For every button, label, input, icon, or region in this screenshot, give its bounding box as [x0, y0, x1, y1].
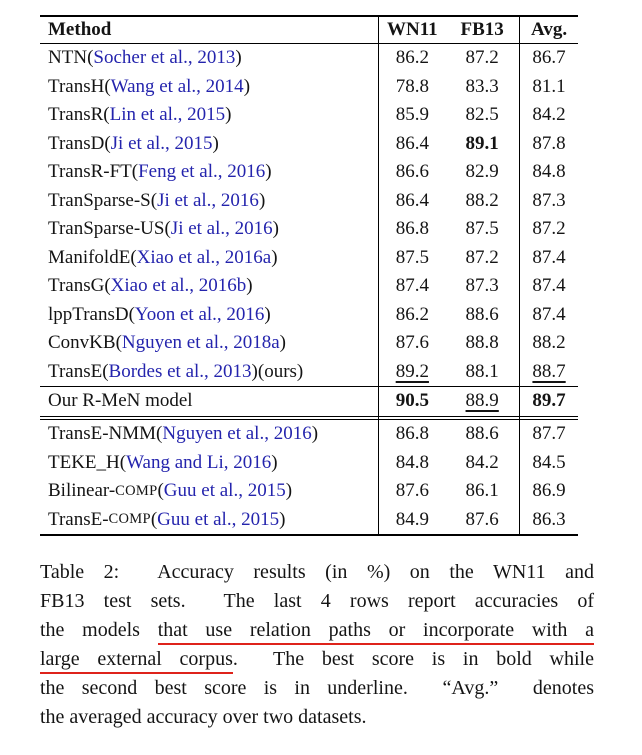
score-value: 88.2 — [532, 332, 566, 354]
method-name: TransH — [48, 75, 105, 97]
score-value: 86.4 — [395, 132, 429, 154]
score-value: 87.2 — [532, 218, 566, 240]
score-value: 86.4 — [395, 189, 429, 211]
method-name: lppTransD — [48, 303, 129, 325]
table-row — [40, 329, 578, 358]
caption-line — [40, 674, 594, 703]
paren-close: ) — [251, 360, 258, 382]
score-value: 87.5 — [465, 218, 499, 240]
paren-close: ) — [235, 47, 242, 69]
table-row — [40, 272, 578, 301]
method-name: TransE — [48, 360, 103, 382]
wn11-value-cell — [378, 73, 445, 102]
fb13-value-cell — [445, 506, 519, 535]
score-value: 86.1 — [465, 480, 499, 502]
avg-value-cell — [519, 420, 578, 449]
table-extra-section — [40, 420, 578, 534]
score-value: 86.6 — [395, 161, 429, 183]
fb13-value-cell — [445, 477, 519, 506]
caption-text: FB13 test sets. The last 4 rows report accuracies of — [40, 590, 594, 612]
method-name: TranSparse-S — [48, 189, 151, 211]
method-name: TransR — [48, 104, 104, 126]
method-name: TransE- — [48, 508, 109, 530]
method-name: TransG — [48, 275, 105, 297]
fb13-value-cell — [445, 358, 519, 387]
fb13-value-cell — [445, 73, 519, 102]
avg-value-cell — [519, 301, 578, 330]
avg-value-cell — [519, 506, 578, 535]
table-row — [40, 244, 578, 273]
avg-value-cell — [519, 387, 578, 416]
avg-value-cell — [519, 101, 578, 130]
citation-link[interactable]: Nguyen et al., 2016 — [162, 423, 312, 445]
method-cell — [40, 272, 378, 301]
avg-value-cell — [519, 272, 578, 301]
paren-open: ( — [156, 423, 163, 445]
score-value: 86.7 — [532, 47, 566, 69]
wn11-value-cell — [378, 477, 445, 506]
method-cell — [40, 387, 378, 416]
score-value: 88.6 — [465, 423, 499, 445]
score-value: 86.9 — [532, 480, 566, 502]
table-row — [40, 101, 578, 130]
table-row — [40, 130, 578, 159]
method-name: TransR-FT — [48, 161, 132, 183]
method-cell — [40, 73, 378, 102]
results-table — [40, 15, 578, 536]
score-value: 81.1 — [532, 75, 566, 97]
avg-value-cell — [519, 73, 578, 102]
citation-link[interactable]: Nguyen et al., 2018a — [121, 332, 280, 354]
method-name-smallcaps: COMP — [115, 482, 158, 499]
caption-text: the second best score is in underline. “Avg.” denotes — [40, 677, 594, 699]
paren-close: ) — [258, 189, 266, 211]
wn11-value-cell — [378, 358, 445, 387]
score-value: 88.9 — [465, 390, 499, 412]
citation-link[interactable]: Guu et al., 2015 — [163, 480, 286, 502]
table-row — [40, 73, 578, 102]
method-cell — [40, 215, 378, 244]
paren-open: ( — [103, 104, 110, 126]
paren-open: ( — [131, 161, 139, 183]
table-row — [40, 44, 578, 73]
avg-value-cell — [519, 130, 578, 159]
score-value: 87.4 — [532, 275, 566, 297]
method-cell — [40, 244, 378, 273]
citation-link[interactable]: Guu et al., 2015 — [157, 508, 280, 530]
method-cell — [40, 44, 378, 73]
avg-value-cell — [519, 187, 578, 216]
caption-line — [40, 616, 594, 645]
method-cell — [40, 101, 378, 130]
score-value: 85.9 — [395, 104, 429, 126]
method-name: TranSparse-US — [48, 218, 165, 240]
score-value: 84.2 — [532, 104, 566, 126]
method-name: NTN — [48, 47, 88, 69]
method-cell — [40, 158, 378, 187]
caption-line — [40, 558, 594, 587]
paren-close: ) — [285, 480, 293, 502]
score-value: 87.5 — [395, 246, 429, 268]
citation-link[interactable]: Ji et al., 2015 — [110, 132, 213, 154]
paren-open: ( — [157, 480, 164, 502]
table-row — [40, 187, 578, 216]
avg-value-cell — [519, 44, 578, 73]
score-value: 87.4 — [395, 275, 429, 297]
wn11-value-cell — [378, 44, 445, 73]
caption-text: the models — [40, 619, 158, 641]
paren-open: ( — [104, 275, 111, 297]
score-value: 88.6 — [465, 303, 499, 325]
paren-close: ) — [246, 275, 253, 297]
paren-open: ( — [104, 75, 111, 97]
avg-value-cell — [519, 358, 578, 387]
method-name-smallcaps: COMP — [108, 511, 151, 528]
method-cell — [40, 187, 378, 216]
score-value: 87.8 — [532, 132, 566, 154]
score-value: 86.3 — [532, 508, 566, 530]
method-cell — [40, 449, 378, 478]
score-value: 86.8 — [395, 423, 429, 445]
score-value: 90.5 — [395, 390, 429, 412]
citation-link[interactable]: Feng et al., 2016 — [138, 161, 266, 183]
wn11-value-cell — [378, 130, 445, 159]
score-value: 82.9 — [465, 161, 499, 183]
wn11-value-cell — [378, 244, 445, 273]
fb13-value-cell — [445, 301, 519, 330]
avg-value-cell — [519, 215, 578, 244]
paren-open: ( — [150, 508, 158, 530]
table-main-section — [40, 44, 578, 416]
caption-line — [40, 587, 594, 616]
score-value: 86.2 — [395, 47, 429, 69]
score-value: 83.3 — [465, 75, 499, 97]
method-cell — [40, 420, 378, 449]
paren-open: ( — [150, 189, 158, 211]
score-value: 84.2 — [465, 451, 499, 473]
score-value: 88.8 — [465, 332, 499, 354]
paren-open: ( — [119, 451, 127, 473]
caption-text: . The best score is in bold while — [232, 648, 594, 670]
citation-link[interactable]: Wang et al., 2014 — [110, 75, 244, 97]
paren-open: ( — [128, 303, 135, 325]
avg-value-cell — [519, 158, 578, 187]
citation-link[interactable]: Ji et al., 2016 — [157, 189, 259, 211]
col-header-method: Method — [48, 19, 112, 40]
table-row — [40, 158, 578, 187]
score-value: 87.2 — [465, 47, 499, 69]
method-name: ManifoldE — [48, 246, 131, 268]
paren-close: ) — [271, 451, 278, 473]
caption-text: the averaged accuracy over two datasets. — [40, 706, 367, 728]
citation-link[interactable]: Yoon et al., 2016 — [134, 303, 265, 325]
wn11-value-cell — [378, 329, 445, 358]
fb13-value-cell — [445, 449, 519, 478]
table-row — [40, 215, 578, 244]
paren-open: ( — [104, 132, 111, 154]
method-name: Bilinear- — [48, 480, 116, 502]
fb13-value-cell — [445, 420, 519, 449]
wn11-value-cell — [378, 506, 445, 535]
score-value: 87.7 — [532, 423, 566, 445]
paren-close: ) — [225, 104, 232, 126]
caption-text: Table 2: Accuracy results (in %) on the WN11 and — [40, 561, 594, 583]
table-row — [40, 506, 578, 535]
paren-close: ) — [243, 75, 251, 97]
wn11-value-cell — [378, 101, 445, 130]
col-header-wn11: WN11 — [378, 17, 445, 43]
table-row — [40, 358, 578, 387]
citation-link[interactable]: Wang and Li, 2016 — [126, 451, 272, 473]
fb13-value-cell — [445, 272, 519, 301]
paren-open: ( — [87, 47, 94, 69]
score-value: 87.4 — [532, 246, 566, 268]
paren-close: ) — [279, 508, 286, 530]
score-value: 87.6 — [395, 332, 429, 354]
score-value: 88.2 — [465, 189, 499, 211]
method-cell — [40, 301, 378, 330]
table-row — [40, 420, 578, 449]
citation-link[interactable]: Lin et al., 2015 — [109, 104, 226, 126]
wn11-value-cell — [378, 158, 445, 187]
method-cell — [40, 477, 378, 506]
method-cell — [40, 329, 378, 358]
fb13-value-cell — [445, 44, 519, 73]
col-header-fb13: FB13 — [460, 19, 504, 40]
score-value: 84.8 — [532, 161, 566, 183]
score-value: 87.2 — [465, 246, 499, 268]
wn11-value-cell — [378, 301, 445, 330]
col-header-avg: Avg. — [519, 17, 578, 43]
method-name: TransE-NMM — [48, 423, 157, 445]
red-underline-annotation: large external corpus — [40, 648, 233, 674]
wn11-value-cell — [378, 272, 445, 301]
table-row — [40, 386, 578, 416]
score-value: 84.8 — [395, 451, 429, 473]
score-value: 87.3 — [465, 275, 499, 297]
method-cell — [40, 506, 378, 535]
paren-close: ) — [311, 423, 319, 445]
method-name: ConvKB — [48, 332, 116, 354]
score-value: 87.3 — [532, 189, 566, 211]
citation-link[interactable]: Ji et al., 2016 — [170, 218, 273, 240]
score-value: 78.8 — [395, 75, 429, 97]
paren-open: ( — [102, 360, 109, 382]
fb13-value-cell — [445, 215, 519, 244]
score-value: 87.4 — [532, 303, 566, 325]
score-value: 86.8 — [395, 218, 429, 240]
paren-open: ( — [115, 332, 122, 354]
citation-link[interactable]: Bordes et al., 2013 — [108, 360, 252, 382]
caption-line — [40, 703, 594, 732]
score-value: 84.5 — [532, 451, 566, 473]
fb13-value-cell — [445, 387, 519, 416]
score-value: 84.9 — [395, 508, 429, 530]
citation-link[interactable]: Socher et al., 2013 — [93, 47, 236, 69]
fb13-value-cell — [445, 329, 519, 358]
citation-link[interactable]: Xiao et al., 2016a — [136, 246, 272, 268]
table-row — [40, 477, 578, 506]
wn11-value-cell — [378, 215, 445, 244]
method-name: TransD — [48, 132, 105, 154]
score-value: 89.1 — [465, 132, 499, 154]
paren-open: ( — [130, 246, 137, 268]
method-name: TEKE_H — [48, 451, 120, 473]
table-row — [40, 301, 578, 330]
score-value: 82.5 — [465, 104, 499, 126]
method-cell — [40, 358, 378, 387]
score-value: 86.2 — [395, 303, 429, 325]
method-name: Our R-MeN model — [48, 390, 193, 412]
paren-open: ( — [164, 218, 171, 240]
citation-link[interactable]: Xiao et al., 2016b — [110, 275, 247, 297]
table-caption — [40, 558, 594, 732]
avg-value-cell — [519, 244, 578, 273]
score-value: 89.2 — [395, 360, 429, 382]
paren-close: ) — [212, 132, 219, 154]
wn11-value-cell — [378, 449, 445, 478]
score-value: 88.1 — [465, 360, 499, 382]
paren-close: ) — [264, 303, 271, 325]
fb13-value-cell — [445, 158, 519, 187]
fb13-value-cell — [445, 187, 519, 216]
table-row — [40, 449, 578, 478]
fb13-value-cell — [445, 244, 519, 273]
score-value: 88.7 — [532, 360, 566, 382]
avg-value-cell — [519, 329, 578, 358]
paren-close: ) — [271, 246, 278, 268]
fb13-value-cell — [445, 130, 519, 159]
fb13-value-cell — [445, 101, 519, 130]
caption-line — [40, 645, 594, 674]
score-value: 87.6 — [465, 508, 499, 530]
method-suffix: (ours) — [257, 360, 304, 382]
wn11-value-cell — [378, 187, 445, 216]
wn11-value-cell — [378, 420, 445, 449]
paren-close: ) — [265, 161, 272, 183]
score-value: 89.7 — [532, 390, 566, 412]
wn11-value-cell — [378, 387, 445, 416]
method-cell — [40, 130, 378, 159]
table-header-row — [40, 17, 578, 44]
avg-value-cell — [519, 477, 578, 506]
avg-value-cell — [519, 449, 578, 478]
red-underline-annotation: that use relation paths or incorporate with a — [158, 619, 594, 645]
score-value: 87.6 — [395, 480, 429, 502]
paren-close: ) — [279, 332, 286, 354]
paren-close: ) — [272, 218, 279, 240]
